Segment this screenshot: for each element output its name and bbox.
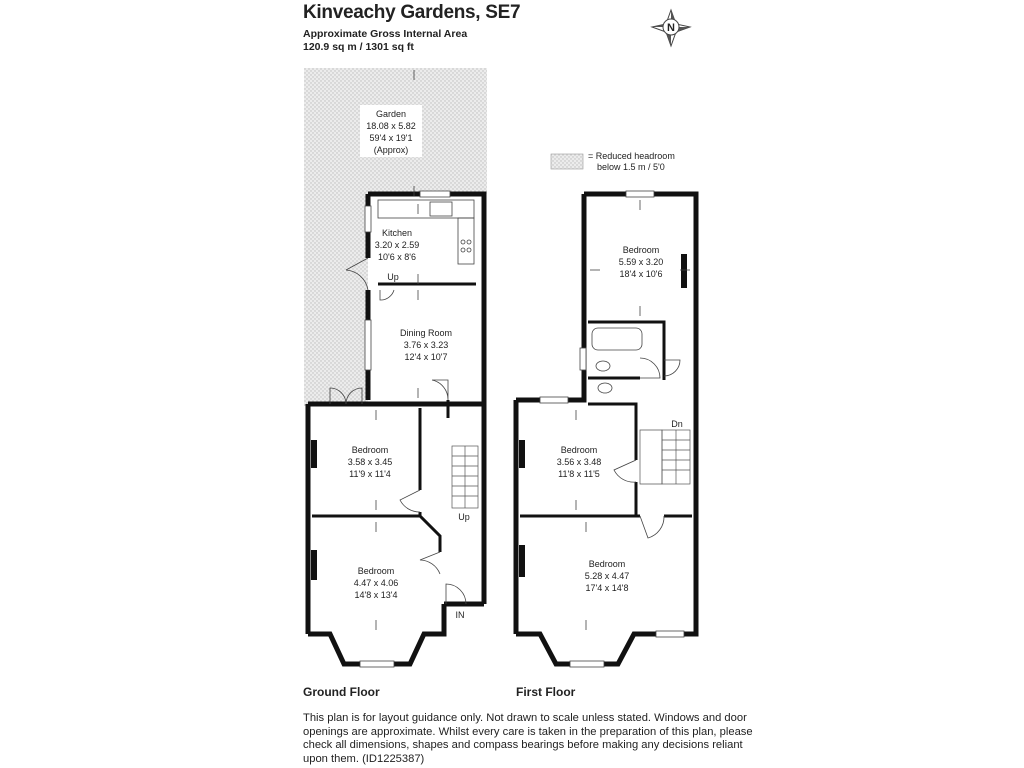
ff-bedroom-a-metric: 5.59 x 3.20 [618,257,664,267]
disclaimer-line: openings are approximate. Whilst every care is taken in the preparation of this plan, please [303,725,753,738]
disclaimer-line: check all dimensions, shapes and compass bearings before making any decisions reliant [303,739,743,752]
first-floor-walls [516,194,696,664]
garden-note: (Approx) [373,145,409,155]
dining-metric: 3.76 x 3.23 [403,340,449,350]
door-swing [664,360,680,376]
disclaimer [303,712,1003,766]
ff-bedroom-b-metric: 3.56 x 3.48 [556,457,602,467]
legend-line: below 1.5 m / 5'0 [597,162,665,172]
door-swing [400,490,420,512]
garden-imperial: 59'4 x 19'1 [369,133,413,143]
kitchen-name: Kitchen [381,228,413,238]
down-label: Dn [671,419,683,429]
area-value: 120.9 sq m / 1301 sq ft [303,41,414,53]
legend-swatch [551,154,583,169]
gf-bedroom-b-metric: 4.47 x 4.06 [353,578,399,588]
ff-bedroom-c-imperial: 17'4 x 14'8 [585,583,629,593]
gf-bedroom-a-metric: 3.58 x 3.45 [347,457,393,467]
entrance-label: IN [455,610,465,620]
garden-side-return [304,194,368,406]
ff-bedroom-c-metric: 5.28 x 4.47 [584,571,630,581]
gf-bedroom-b-name: Bedroom [357,566,395,576]
legend [588,151,675,173]
gf-bedroom-a-name: Bedroom [351,445,389,455]
page-title: Kinveachy Gardens, SE7 [303,2,521,23]
gf-bedroom-b-imperial: 14'8 x 13'4 [354,590,398,600]
kitchen-metric: 3.20 x 2.59 [374,240,420,250]
dining-imperial: 12'4 x 10'7 [404,352,448,362]
area-label: Approximate Gross Internal Area [303,28,468,40]
compass-letter: N [667,22,675,34]
front-door [446,584,466,604]
door-swing [380,290,394,300]
door-swing [420,552,440,574]
door-swing [614,460,636,482]
garden-name: Garden [375,109,407,119]
bathroom-fittings [592,328,642,393]
kitchen-imperial: 10'6 x 8'6 [378,252,416,262]
ff-bedroom-b-name: Bedroom [560,445,598,455]
first-floor-stairs [640,430,690,484]
ground-floor-label: Ground Floor [303,685,380,699]
legend-line: = Reduced headroom [588,151,675,161]
disclaimer-line: upon them. (ID1225387) [303,752,425,765]
ff-bedroom-c-name: Bedroom [588,559,626,569]
dining-name: Dining Room [399,328,453,338]
up-label: Up [458,512,470,522]
door-swing [640,358,660,378]
disclaimer-line: This plan is for layout guidance only. Not drawn to scale unless stated. Windows and door [303,712,747,724]
ff-bedroom-b-imperial: 11'8 x 11'5 [558,469,600,479]
ff-bedroom-a-imperial: 18'4 x 10'6 [619,269,663,279]
door-swing [640,516,664,538]
compass-rose-icon [652,10,690,46]
garden-metric: 18.08 x 5.82 [366,121,416,131]
ground-floor-stairs [452,446,478,508]
gf-bedroom-a-imperial: 11'9 x 11'4 [349,469,391,479]
door-swing [432,380,448,400]
up-label: Up [387,272,399,282]
first-floor-label: First Floor [516,685,576,699]
ff-bedroom-a-name: Bedroom [622,245,660,255]
